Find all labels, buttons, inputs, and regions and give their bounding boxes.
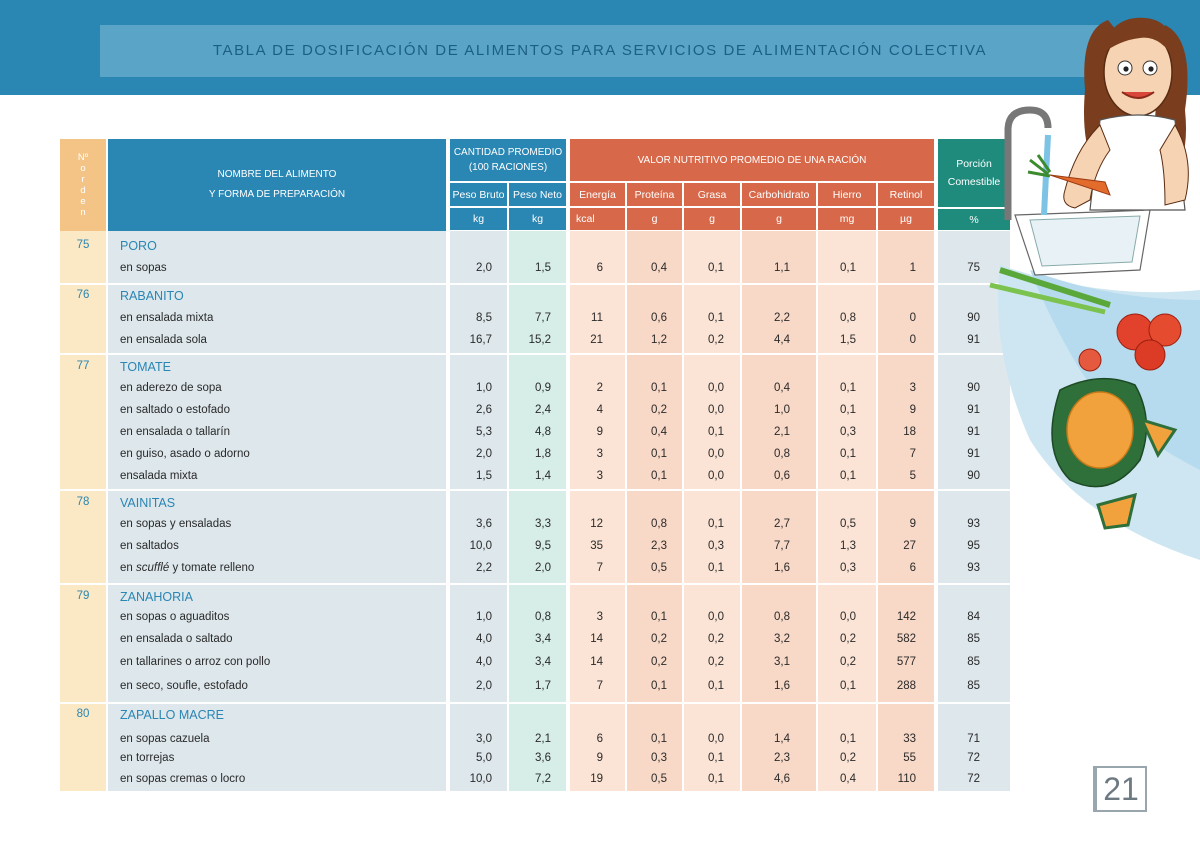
col-header-peso-bruto: Peso Bruto bbox=[450, 183, 507, 206]
page-title: TABLA DE DOSIFICACIÓN DE ALIMENTOS PARA SERVICIOS DE ALIMENTACIÓN COLECTIVA bbox=[100, 25, 1100, 77]
energia-value: 7 bbox=[596, 562, 603, 574]
retinol-value: 6 bbox=[909, 562, 916, 574]
peso-neto-value: 7,2 bbox=[535, 773, 551, 785]
peso-neto-value: 2,4 bbox=[535, 404, 551, 416]
porcion-value: 72 bbox=[967, 752, 980, 764]
prep-prefix: en bbox=[120, 562, 136, 574]
carbohidrato-value: 1,6 bbox=[774, 562, 790, 574]
retinol-value: 5 bbox=[909, 470, 916, 482]
peso-neto-value: 15,2 bbox=[528, 334, 551, 346]
group-name: RABANITO bbox=[120, 289, 184, 303]
group-name: ZAPALLO MACRE bbox=[120, 708, 224, 722]
grasa-value: 0,0 bbox=[708, 611, 724, 623]
table-row bbox=[0, 633, 1200, 653]
porcion-value: 93 bbox=[967, 518, 980, 530]
prep-name: en sopas cremas o locro bbox=[120, 773, 246, 785]
table-row bbox=[0, 773, 1200, 793]
col-header-carbohidrato: Carbohidrato bbox=[742, 183, 816, 206]
hierro-value: 0,1 bbox=[840, 680, 856, 692]
cook-illustration bbox=[960, 0, 1200, 560]
energia-value: 2 bbox=[596, 382, 603, 394]
peso-bruto-value: 2,0 bbox=[476, 448, 492, 460]
peso-neto-value: 3,6 bbox=[535, 752, 551, 764]
orden-char: n bbox=[80, 207, 86, 218]
porcion-value: 72 bbox=[967, 773, 980, 785]
energia-value: 11 bbox=[591, 312, 603, 324]
prep-name: en aderezo de sopa bbox=[120, 382, 222, 394]
energia-value: 7 bbox=[596, 680, 603, 692]
energia-value: 3 bbox=[596, 470, 603, 482]
porcion-value: 93 bbox=[967, 562, 980, 574]
hierro-value: 0,4 bbox=[840, 773, 856, 785]
food-name-line2: Y FORMA DE PREPARACIÓN bbox=[208, 189, 346, 200]
page-number: 21 bbox=[1093, 766, 1147, 812]
energia-value: 14 bbox=[590, 633, 603, 645]
carbohidrato-value: 1,0 bbox=[774, 404, 790, 416]
unit-energia: kcal bbox=[570, 208, 625, 230]
porcion-value: 85 bbox=[967, 680, 980, 692]
peso-bruto-value: 1,0 bbox=[476, 611, 492, 623]
porcion-value: 91 bbox=[967, 404, 980, 416]
group-name: ZANAHORIA bbox=[120, 590, 193, 604]
prep-name: en sopas o aguaditos bbox=[120, 611, 230, 623]
prep-name: ensalada mixta bbox=[120, 470, 198, 482]
peso-neto-value: 9,5 bbox=[535, 540, 551, 552]
hierro-value: 0,5 bbox=[840, 518, 856, 530]
prep-name: en torrejas bbox=[120, 752, 175, 764]
peso-bruto-value: 4,0 bbox=[476, 656, 492, 668]
retinol-value: 55 bbox=[903, 752, 916, 764]
table-row bbox=[0, 680, 1200, 700]
proteina-value: 0,4 bbox=[651, 262, 667, 274]
grasa-value: 0,1 bbox=[708, 773, 724, 785]
cantidad-line2: (100 RACIONES) bbox=[468, 162, 548, 173]
group-separator bbox=[60, 283, 1010, 285]
prep-italic: scufflé bbox=[136, 562, 170, 574]
sink-inner bbox=[1030, 216, 1140, 266]
porcion-value: 91 bbox=[967, 448, 980, 460]
prep-name: en sopas y ensaladas bbox=[120, 518, 232, 530]
group-separator bbox=[60, 702, 1010, 704]
grasa-value: 0,1 bbox=[708, 426, 724, 438]
energia-value: 9 bbox=[596, 426, 603, 438]
energia-value: 4 bbox=[596, 404, 603, 416]
retinol-value: 582 bbox=[896, 633, 916, 645]
grasa-value: 0,1 bbox=[708, 518, 724, 530]
hierro-value: 0,1 bbox=[840, 382, 856, 394]
table-row bbox=[0, 752, 1200, 772]
carbohidrato-value: 0,4 bbox=[774, 382, 790, 394]
unit-grasa: g bbox=[684, 208, 740, 230]
porcion-line2: Comestible bbox=[947, 176, 1001, 188]
peso-bruto-value: 8,5 bbox=[476, 312, 492, 324]
peso-neto-value: 1,8 bbox=[535, 448, 551, 460]
table-row bbox=[0, 656, 1200, 676]
grasa-value: 0,2 bbox=[708, 334, 724, 346]
group-name: PORO bbox=[120, 239, 157, 253]
peso-bruto-value: 2,0 bbox=[476, 262, 492, 274]
retinol-value: 0 bbox=[909, 312, 916, 324]
table-row bbox=[0, 611, 1200, 631]
food-name-line1: NOMBRE DEL ALIMENTO bbox=[217, 169, 337, 180]
carbohidrato-value: 0,8 bbox=[774, 611, 790, 623]
hierro-value: 0,1 bbox=[840, 262, 856, 274]
peso-neto-value: 3,3 bbox=[535, 518, 551, 530]
porcion-line1: Porción bbox=[956, 158, 992, 170]
grasa-value: 0,1 bbox=[708, 680, 724, 692]
prep-name: en ensalada o saltado bbox=[120, 633, 233, 645]
peso-bruto-value: 2,6 bbox=[476, 404, 492, 416]
prep-name: en guiso, asado o adorno bbox=[120, 448, 250, 460]
peso-neto-value: 0,9 bbox=[535, 382, 551, 394]
retinol-value: 18 bbox=[903, 426, 916, 438]
proteina-value: 0,1 bbox=[651, 448, 667, 460]
porcion-value: 91 bbox=[967, 334, 980, 346]
peso-bruto-value: 5,0 bbox=[476, 752, 492, 764]
hierro-value: 0,2 bbox=[840, 656, 856, 668]
group-separator bbox=[60, 583, 1010, 585]
col-header-retinol: Retinol bbox=[878, 183, 934, 206]
proteina-value: 0,4 bbox=[651, 426, 667, 438]
peso-neto-value: 1,5 bbox=[535, 262, 551, 274]
orden-char: d bbox=[80, 185, 86, 196]
carbohidrato-value: 0,6 bbox=[774, 470, 790, 482]
peso-neto-value: 2,0 bbox=[535, 562, 551, 574]
grasa-value: 0,0 bbox=[708, 733, 724, 745]
hierro-value: 0,0 bbox=[840, 611, 856, 623]
proteina-value: 0,8 bbox=[651, 518, 667, 530]
grasa-value: 0,0 bbox=[708, 382, 724, 394]
proteina-value: 0,5 bbox=[651, 773, 667, 785]
proteina-value: 0,1 bbox=[651, 382, 667, 394]
retinol-value: 1 bbox=[909, 262, 916, 274]
peso-bruto-value: 1,0 bbox=[476, 382, 492, 394]
orden-char: o bbox=[80, 163, 86, 174]
prep-name: en saltado o estofado bbox=[120, 404, 230, 416]
peso-neto-value: 3,4 bbox=[535, 633, 551, 645]
unit-retinol: µg bbox=[878, 208, 934, 230]
grasa-value: 0,0 bbox=[708, 404, 724, 416]
retinol-value: 110 bbox=[897, 773, 916, 785]
prep-name: en seco, soufle, estofado bbox=[120, 680, 248, 692]
peso-neto-value: 3,4 bbox=[535, 656, 551, 668]
hierro-value: 1,5 bbox=[840, 334, 856, 346]
carbohidrato-value: 1,4 bbox=[774, 733, 790, 745]
carbohidrato-value: 1,1 bbox=[774, 262, 790, 274]
unit-proteina: g bbox=[627, 208, 682, 230]
valor-header: VALOR NUTRITIVO PROMEDIO DE UNA RACIÓN bbox=[570, 139, 934, 181]
hierro-value: 0,1 bbox=[840, 404, 856, 416]
porcion-value: 90 bbox=[967, 470, 980, 482]
hierro-value: 0,8 bbox=[840, 312, 856, 324]
unit-porcion: % bbox=[938, 209, 1010, 230]
right-pupil bbox=[1148, 66, 1153, 71]
col-header-energia: Energía bbox=[570, 183, 625, 206]
porcion-value: 84 bbox=[967, 611, 980, 623]
porcion-value: 91 bbox=[967, 426, 980, 438]
unit-carbohidrato: g bbox=[742, 208, 816, 230]
retinol-value: 9 bbox=[909, 518, 916, 530]
col-header-proteina: Proteína bbox=[627, 183, 682, 206]
peso-bruto-value: 3,6 bbox=[476, 518, 492, 530]
squash-flesh bbox=[1067, 392, 1133, 468]
energia-value: 35 bbox=[590, 540, 603, 552]
group-number: 75 bbox=[76, 239, 90, 251]
group-header-row bbox=[0, 590, 1200, 610]
porcion-value: 85 bbox=[967, 633, 980, 645]
proteina-value: 1,2 bbox=[651, 334, 667, 346]
hierro-value: 0,1 bbox=[840, 448, 856, 460]
retinol-value: 288 bbox=[896, 680, 916, 692]
peso-neto-value: 7,7 bbox=[535, 312, 551, 324]
group-number: 76 bbox=[76, 289, 90, 301]
group-number: 77 bbox=[76, 360, 90, 372]
peso-bruto-value: 5,3 bbox=[476, 426, 492, 438]
hierro-value: 1,3 bbox=[840, 540, 856, 552]
proteina-value: 0,1 bbox=[651, 733, 667, 745]
retinol-value: 577 bbox=[896, 656, 916, 668]
proteina-value: 2,3 bbox=[651, 540, 667, 552]
proteina-value: 0,1 bbox=[651, 470, 667, 482]
table-row bbox=[0, 562, 1200, 582]
carbohidrato-value: 2,1 bbox=[774, 426, 790, 438]
carbohidrato-value: 2,2 bbox=[774, 312, 790, 324]
energia-value: 19 bbox=[590, 773, 603, 785]
proteina-value: 0,5 bbox=[651, 562, 667, 574]
carbohidrato-value: 2,7 bbox=[774, 518, 790, 530]
unit-hierro: mg bbox=[818, 208, 876, 230]
grasa-value: 0,1 bbox=[708, 262, 724, 274]
proteina-value: 0,2 bbox=[651, 633, 667, 645]
group-number: 78 bbox=[76, 496, 90, 508]
peso-neto-value: 1,7 bbox=[535, 680, 551, 692]
unit-peso-bruto: kg bbox=[450, 208, 507, 230]
retinol-value: 0 bbox=[909, 334, 916, 346]
peso-neto-value: 1,4 bbox=[535, 470, 551, 482]
retinol-value: 7 bbox=[909, 448, 916, 460]
group-number: 80 bbox=[76, 708, 90, 720]
table-row bbox=[0, 733, 1200, 753]
col-header-peso-neto: Peso Neto bbox=[509, 183, 566, 206]
peso-neto-value: 0,8 bbox=[535, 611, 551, 623]
cantidad-line1: CANTIDAD PROMEDIO bbox=[453, 147, 563, 158]
prep-name: en ensalada o tallarín bbox=[120, 426, 230, 438]
porcion-value: 85 bbox=[967, 656, 980, 668]
retinol-value: 9 bbox=[909, 404, 916, 416]
energia-value: 6 bbox=[596, 733, 603, 745]
energia-value: 14 bbox=[590, 656, 603, 668]
retinol-value: 27 bbox=[903, 540, 916, 552]
porcion-value: 90 bbox=[967, 382, 980, 394]
peso-bruto-value: 3,0 bbox=[476, 733, 492, 745]
tomato bbox=[1135, 340, 1165, 370]
grasa-value: 0,0 bbox=[708, 448, 724, 460]
carbohidrato-value: 4,6 bbox=[774, 773, 790, 785]
porcion-value: 95 bbox=[967, 540, 980, 552]
carbohidrato-value: 7,7 bbox=[774, 540, 790, 552]
energia-value: 12 bbox=[590, 518, 603, 530]
retinol-value: 33 bbox=[903, 733, 916, 745]
col-header-hierro: Hierro bbox=[818, 183, 876, 206]
grasa-value: 0,1 bbox=[708, 562, 724, 574]
tomato-slice bbox=[1079, 349, 1101, 371]
group-number: 79 bbox=[76, 590, 90, 602]
orden-header bbox=[60, 139, 106, 231]
carbohidrato-value: 3,1 bbox=[774, 656, 790, 668]
peso-bruto-value: 2,0 bbox=[476, 680, 492, 692]
energia-value: 3 bbox=[596, 611, 603, 623]
grasa-value: 0,1 bbox=[708, 312, 724, 324]
porcion-value: 71 bbox=[967, 733, 980, 745]
prep-name: en saltados bbox=[120, 540, 179, 552]
peso-neto-value: 2,1 bbox=[535, 733, 551, 745]
orden-char: Nº bbox=[77, 152, 89, 163]
proteina-value: 0,2 bbox=[651, 404, 667, 416]
proteina-value: 0,1 bbox=[651, 611, 667, 623]
energia-value: 6 bbox=[596, 262, 603, 274]
hierro-value: 0,1 bbox=[840, 733, 856, 745]
porcion-value: 90 bbox=[967, 312, 980, 324]
prep-name: en ensalada mixta bbox=[120, 312, 214, 324]
prep-name: en sopas bbox=[120, 262, 167, 274]
proteina-value: 0,1 bbox=[651, 680, 667, 692]
carbohidrato-value: 3,2 bbox=[774, 633, 790, 645]
retinol-value: 142 bbox=[896, 611, 916, 623]
peso-neto-value: 4,8 bbox=[535, 426, 551, 438]
proteina-value: 0,3 bbox=[651, 752, 667, 764]
food-name-header bbox=[108, 139, 446, 231]
unit-peso-neto: kg bbox=[509, 208, 566, 230]
energia-value: 9 bbox=[596, 752, 603, 764]
retinol-value: 3 bbox=[909, 382, 916, 394]
hierro-value: 0,1 bbox=[840, 470, 856, 482]
grasa-value: 0,2 bbox=[708, 633, 724, 645]
carbohidrato-value: 4,4 bbox=[774, 334, 790, 346]
prep-suffix: y tomate relleno bbox=[169, 562, 255, 574]
porcion-value: 75 bbox=[967, 262, 980, 274]
hierro-value: 0,3 bbox=[840, 562, 856, 574]
prep-name: en ensalada sola bbox=[120, 334, 207, 346]
proteina-value: 0,6 bbox=[651, 312, 667, 324]
prep-name: en tallarines o arroz con pollo bbox=[120, 656, 271, 668]
peso-bruto-value: 2,2 bbox=[476, 562, 492, 574]
peso-bruto-value: 10,0 bbox=[469, 540, 492, 552]
group-name: VAINITAS bbox=[120, 496, 176, 510]
carbohidrato-value: 1,6 bbox=[774, 680, 790, 692]
hierro-value: 0,2 bbox=[840, 633, 856, 645]
peso-bruto-value: 1,5 bbox=[476, 470, 492, 482]
energia-value: 21 bbox=[590, 334, 603, 346]
group-name: TOMATE bbox=[120, 360, 171, 374]
grasa-value: 0,2 bbox=[708, 656, 724, 668]
carbohidrato-value: 2,3 bbox=[774, 752, 790, 764]
grasa-value: 0,3 bbox=[708, 540, 724, 552]
energia-value: 3 bbox=[596, 448, 603, 460]
orden-char: e bbox=[80, 196, 86, 207]
prep-name bbox=[120, 562, 440, 574]
cantidad-header bbox=[450, 139, 566, 181]
orden-char: r bbox=[81, 174, 85, 185]
grasa-value: 0,1 bbox=[708, 752, 724, 764]
peso-bruto-value: 4,0 bbox=[476, 633, 492, 645]
carbohidrato-value: 0,8 bbox=[774, 448, 790, 460]
col-header-grasa: Grasa bbox=[684, 183, 740, 206]
grasa-value: 0,0 bbox=[708, 470, 724, 482]
prep-name: en sopas cazuela bbox=[120, 733, 210, 745]
proteina-value: 0,2 bbox=[651, 656, 667, 668]
peso-bruto-value: 16,7 bbox=[469, 334, 492, 346]
hierro-value: 0,3 bbox=[840, 426, 856, 438]
left-pupil bbox=[1123, 66, 1128, 71]
peso-bruto-value: 10,0 bbox=[469, 773, 492, 785]
hierro-value: 0,2 bbox=[840, 752, 856, 764]
group-header-row bbox=[0, 708, 1200, 728]
